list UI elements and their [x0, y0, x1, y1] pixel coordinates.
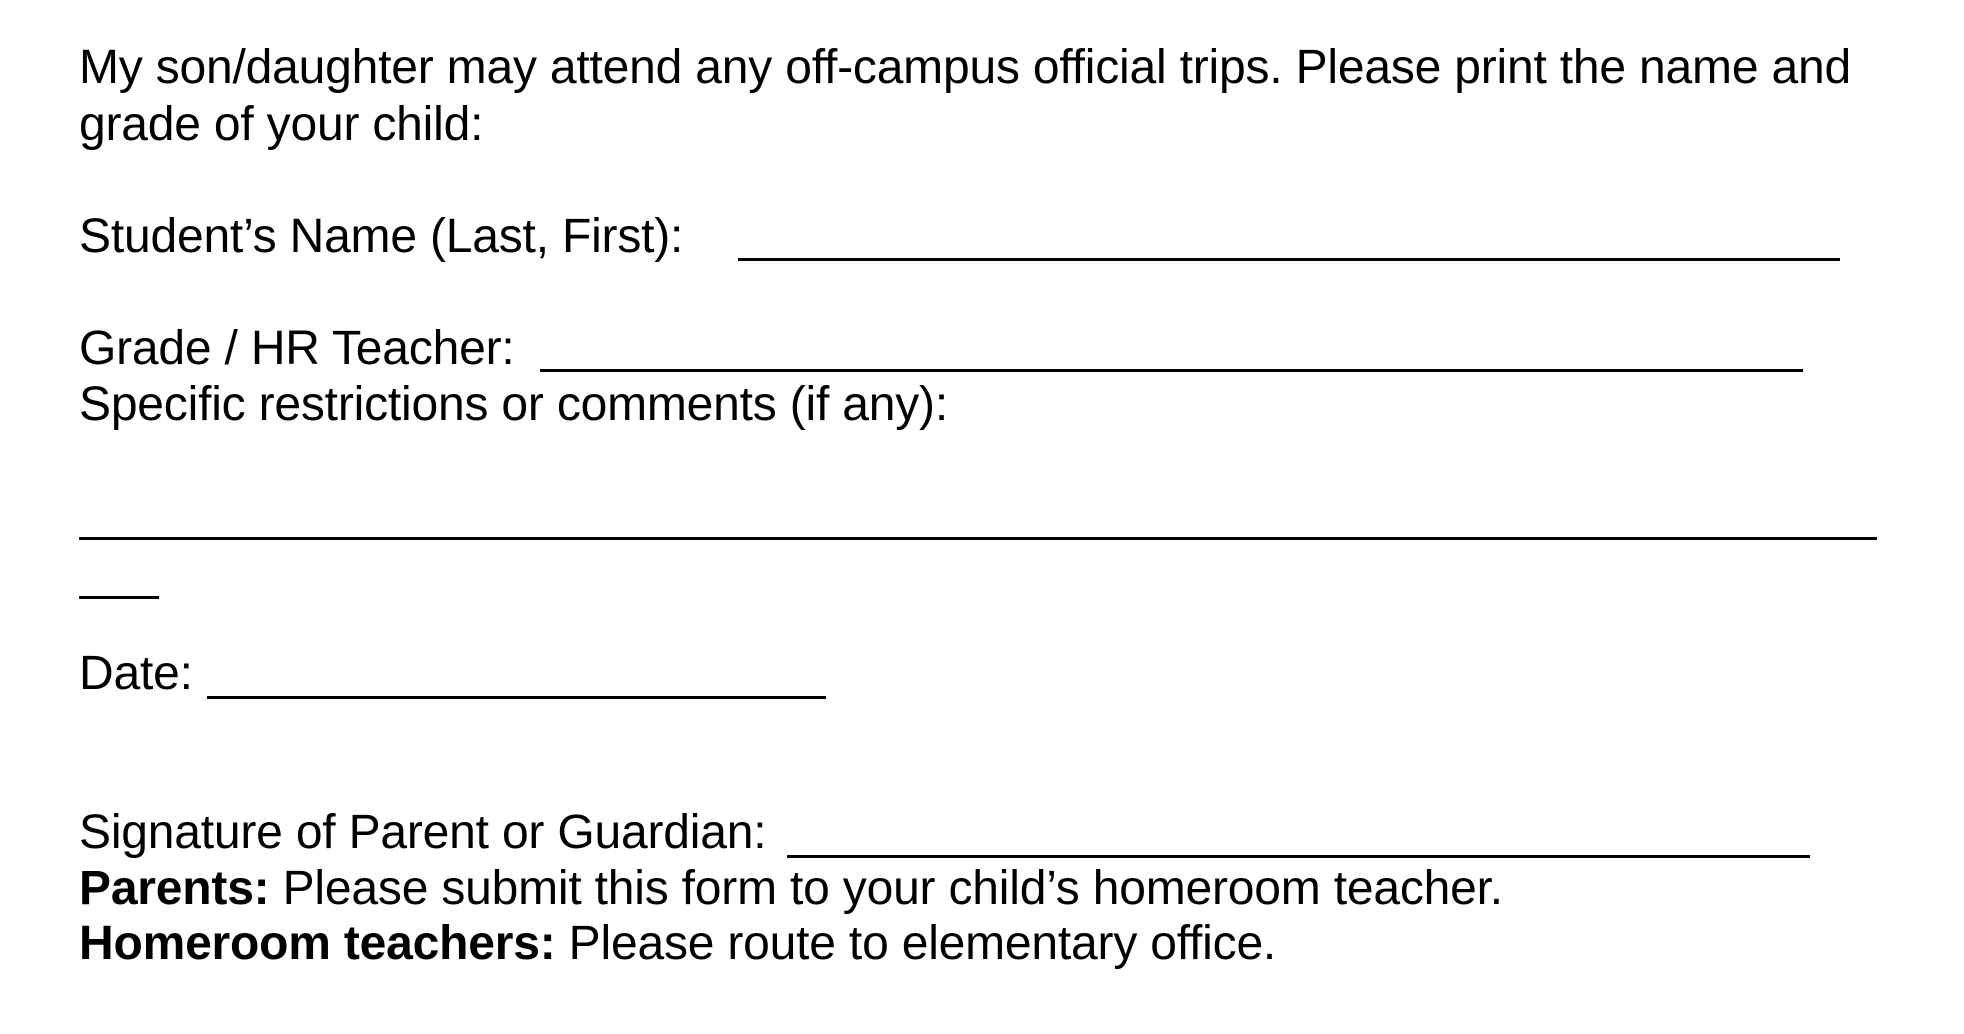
restrictions-blank-line-2[interactable] [79, 596, 159, 599]
intro-line-2: grade of your child: [79, 98, 484, 151]
intro-line-1: My son/daughter may attend any off-campus official trips. Please print the name and [79, 41, 1851, 94]
parents-note-text: Please submit this form to your child’s homeroom teacher. [269, 862, 1503, 915]
grade-teacher-label: Grade / HR Teacher: [79, 322, 515, 375]
restrictions-label: Specific restrictions or comments (if any): [79, 378, 948, 431]
date-blank[interactable] [207, 696, 826, 699]
student-name-label: Student’s Name (Last, First): [79, 210, 684, 263]
student-name-blank[interactable] [738, 258, 1840, 261]
teachers-note [79, 916, 1276, 972]
signature-blank[interactable] [787, 855, 1810, 858]
teachers-note-label: Homeroom teachers: [79, 917, 556, 970]
signature-label: Signature of Parent or Guardian: [79, 806, 767, 859]
teachers-note-text: Please route to elementary office. [555, 917, 1277, 970]
grade-teacher-blank[interactable] [540, 369, 1803, 372]
parents-note [79, 861, 1503, 917]
date-label: Date: [79, 647, 193, 700]
restrictions-blank-line-1[interactable] [79, 537, 1877, 540]
parents-note-label: Parents: [79, 862, 270, 915]
